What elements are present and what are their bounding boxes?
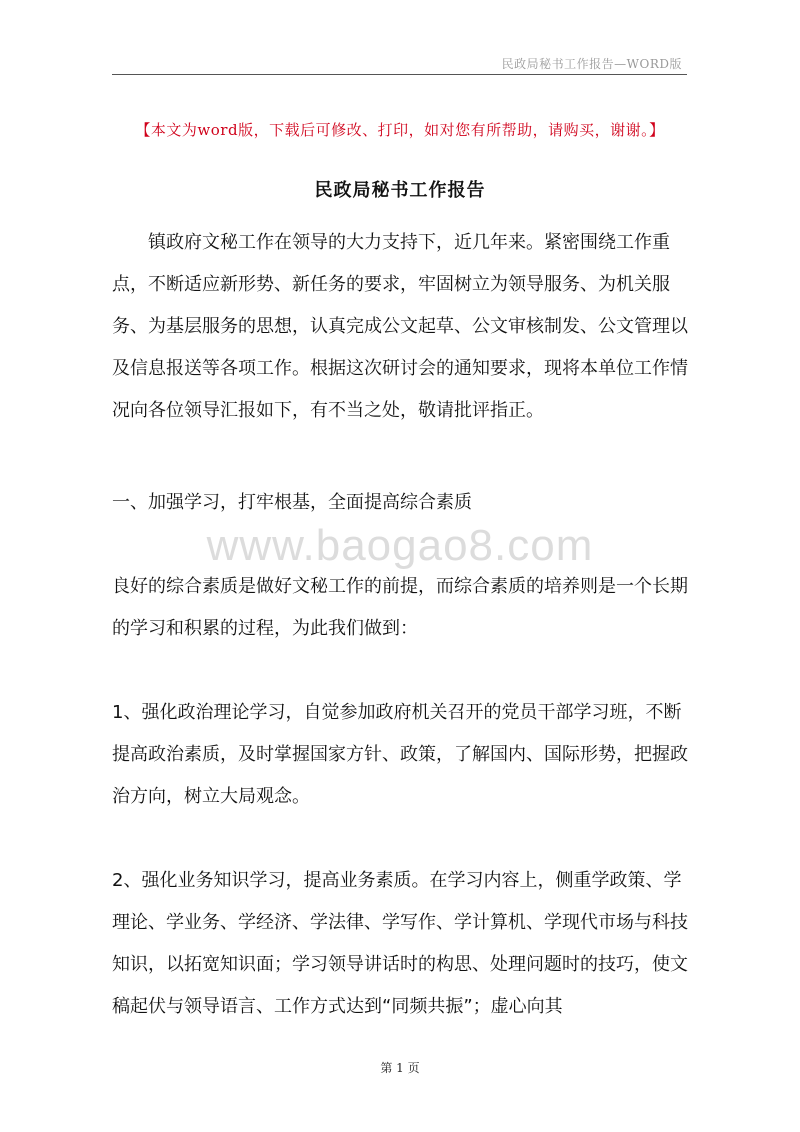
header-divider [112, 74, 687, 75]
running-header: 民政局秘书工作报告—WORD版 [501, 57, 682, 71]
section-1-paragraph: 良好的综合素质是做好文秘工作的前提，而综合素质的培养则是一个长期的学习和积累的过程，为此我们做到： [112, 576, 688, 639]
document-title: 民政局秘书工作报告 [314, 180, 486, 201]
site-watermark: www.baogao8.com [206, 521, 594, 570]
page-number: 第 1 页 [380, 1061, 420, 1075]
intro-paragraph: 镇政府文秘工作在领导的大力支持下，近几年来。紧密围绕工作重点，不断适应新形势、新任务的要求，牢固树立为领导服务、为机关服务、为基层服务的思想，认真完成公文起草、公文审核制发、公文管理以及信息报送等各项工作。根据这次研讨会的通知要求，现将本单位工作情况向各位领导汇报如下，有不当之处，敬请批评指正。 [112, 232, 688, 421]
download-notice: 【本文为word版，下载后可修改、打印，如对您有所帮助，请购买，谢谢。】 [135, 121, 665, 139]
section-heading-1: 一、加强学习，打牢根基，全面提高综合素质 [112, 492, 472, 513]
item-1-paragraph: 1、强化政治理论学习，自觉参加政府机关召开的党员干部学习班，不断提高政治素质，及时掌握国家方针、政策，了解国内、国际形势，把握政治方向，树立大局观念。 [112, 702, 688, 807]
item-2-paragraph: 2、强化业务知识学习，提高业务素质。在学习内容上，侧重学政策、学理论、学业务、学经济、学法律、学写作、学计算机、学现代市场与科技知识，以拓宽知识面；学习领导讲话时的构思、处理问题时的技巧，使文稿起伏与领导语言、工作方式达到“同频共振”；虚心向其 [112, 870, 688, 1017]
